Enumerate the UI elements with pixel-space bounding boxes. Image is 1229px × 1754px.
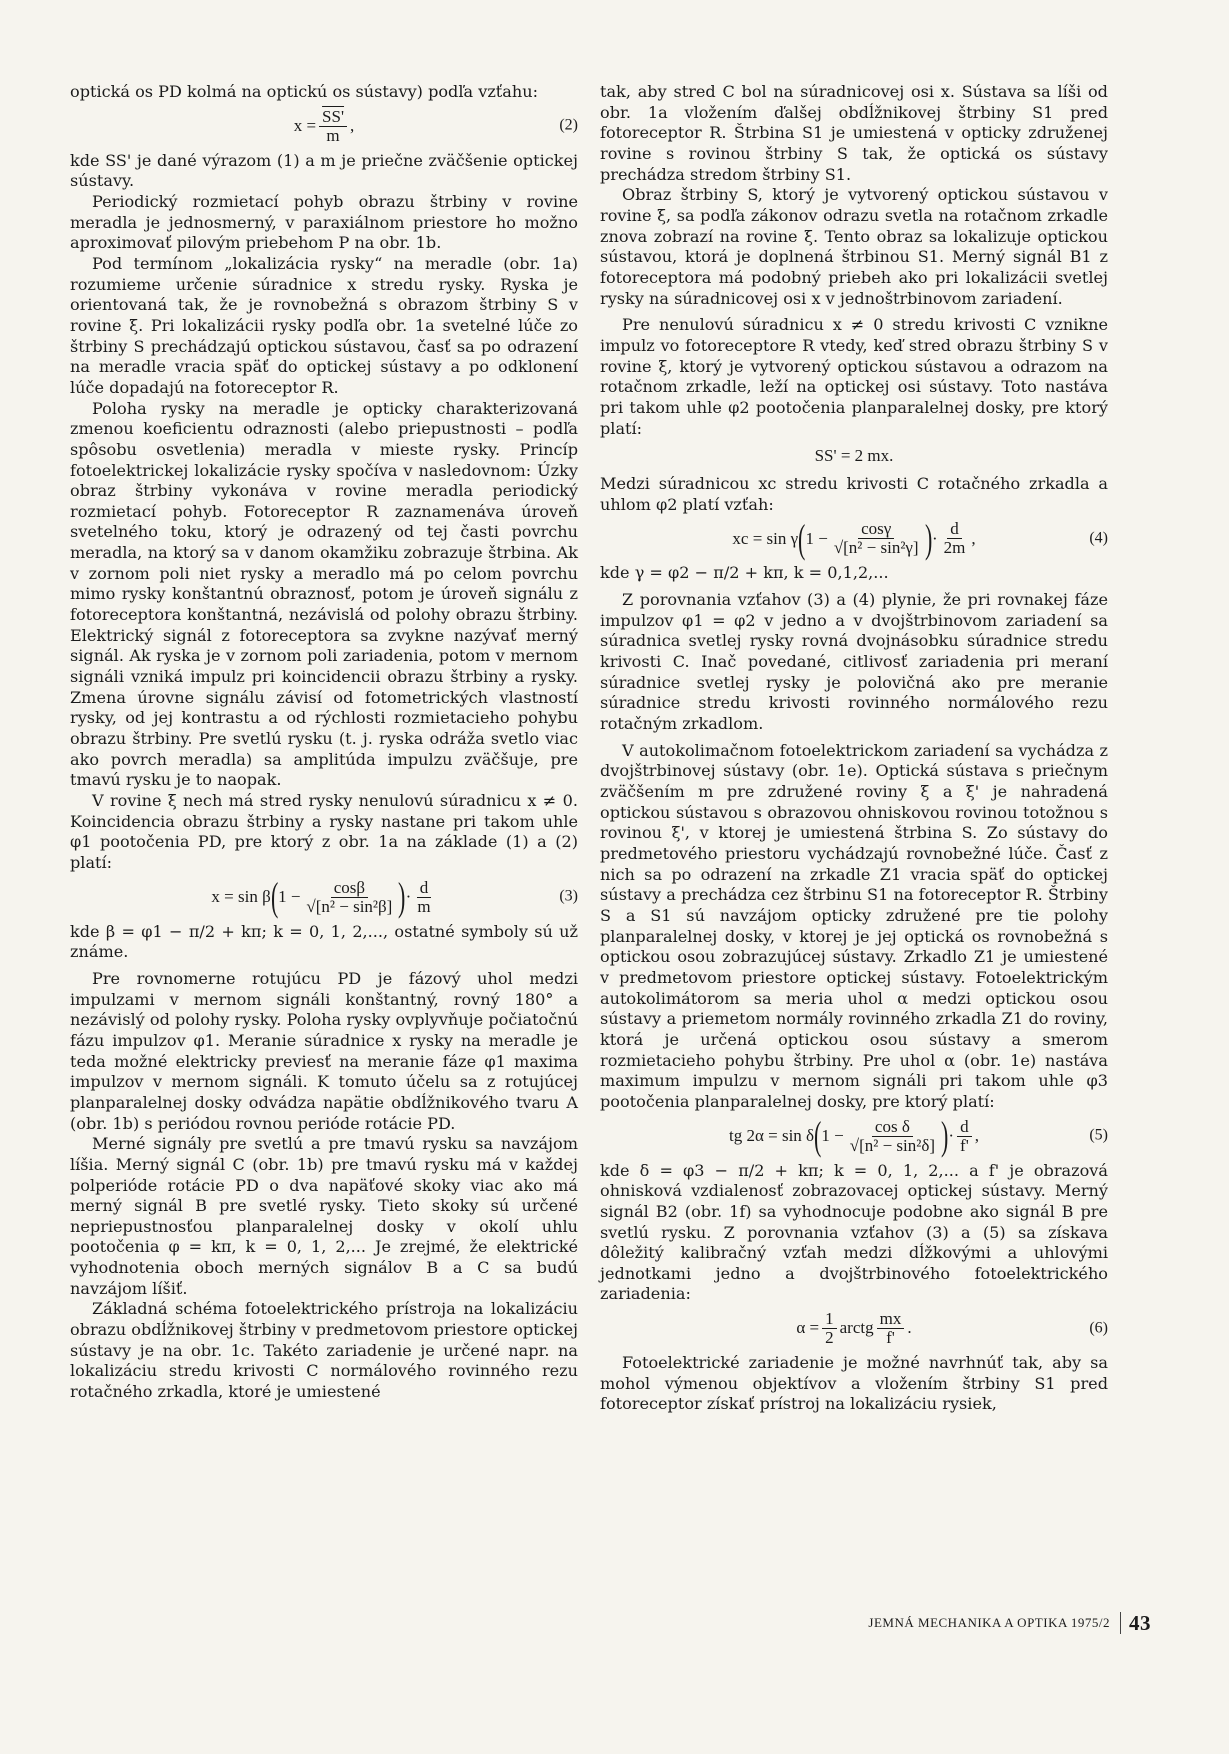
equation-lhs: xc = sin γ <box>732 528 799 548</box>
fraction <box>941 520 969 557</box>
equation-number: (4) <box>1089 529 1108 547</box>
paragraph: Fotoelektrické zariadenie je možné navrhnúť tak, aby sa mohol výmenou objektívov a vložením štrbiny S1 pred fotoreceptor získať prístroj na lokalizáciu rysiek, <box>600 1353 1108 1414</box>
paragraph: Poloha rysky na meradle je opticky charakterizovaná zmenou koeficientu odraznosti (alebo priepustnosti – podľa spôsobu osvetlenia) meradla v mieste rysky. Princíp fotoelektrickej lokalizácie rysky spočíva v nasledovnom: Úzky obraz štrbiny vykonáva v rovine meradla periodický rozmietací pohyb. Fotoreceptor R zaznamenáva úroveň svetelného toku, ktorý je odrazený od tej časti povrchu meradla, na ktorý sa v danom okamžiku zobrazuje štrbina. Ak v zornom poli niet rysky a meradlo má po celom povrchu mimo rysky konštantnú obraznosť, potom je úroveň signálu z fotoreceptora konštantná, nezávislá od polohy obrazu štrbiny. Elektrický signál z fotoreceptora sa zvykne nazývať merný signál. Ak ryska je v zornom poli zariadenia, potom v mernom signáli vzniká impulz pri koincidencii obrazu štrbiny a rysky. Zmena úrovne signálu závisí od fotometrických vlastností rysky, od jej kontrastu a od rýchlosti rozmietacieho pohybu obrazu štrbiny. Pre svetlú rysku (t. j. ryska odráža svetlo viac ako povrch meradla) sa amplitúda impulzu zväčšuje, pre tmavú rysku je to naopak. <box>70 398 578 790</box>
denominator: m <box>326 125 340 145</box>
denominator: √[n² − sin²β] <box>306 896 393 916</box>
fraction <box>822 1310 837 1347</box>
fraction <box>319 108 347 145</box>
equation-ss <box>600 444 1108 468</box>
equation-5 <box>600 1113 1108 1159</box>
left-paren: ( <box>270 874 279 920</box>
equation-lhs: α = <box>796 1318 820 1338</box>
right-column <box>600 82 1108 1415</box>
paragraph: Periodický rozmietací pohyb obrazu štrbiny v rovine meradla je jednosmerný, v paraxiálnom priestore ho možno aproximovať pilovým priebehom P na obr. 1b. <box>70 191 578 253</box>
paragraph: Obraz štrbiny S, ktorý je vytvorený optickou sústavou v rovine ξ, sa podľa zákonov odrazu svetla na rotačnom zrkadle znova zobrazí na rovine ξ. Tento obraz sa lokalizuje optickou sústavou, ktorá je doplnená štrbinou S1. Merný signál B1 z fotoreceptora má podobný priebeh ako pri lokalizácii svetlej rysky na súradnicovej osi x v jednoštrbinovom zariadení. <box>600 185 1108 308</box>
equation-lhs: x = <box>293 115 317 135</box>
paragraph: Pod termínom „lokalizácia rysky“ na meradle (obr. 1a) rozumieme určenie súradnice x stredu rysky. Ryska je orientovaná tak, že je rovnobežná s obrazom štrbiny S v rovine ξ. Pri lokalizácii rysky podľa obr. 1a svetelné lúče zo štrbiny S prechádzajú optickou sústavou, časť sa po odrazení na meradle vracia späť do optickej sústavy a po odklonení lúče dopadajú na fotoreceptor R. <box>70 253 578 397</box>
right-paren: ) <box>941 1113 949 1159</box>
paragraph: tak, aby stred C bol na súradnicovej osi x. Sústava sa líši od obr. 1a vložením ďalšej obdĺžnikovej štrbiny S1 pred fotoreceptor R. Štrbina S1 je umiestená v opticky združenej rovine s rovinou štrbiny S tak, že optická os sústavy prechádza stredom štrbiny S1. <box>600 82 1108 184</box>
denominator: √[n² − sin²δ] <box>849 1135 936 1155</box>
denominator: m <box>417 896 431 916</box>
equation-trail: , <box>974 1125 980 1145</box>
equation-number: (3) <box>559 887 578 905</box>
equation-6 <box>600 1310 1108 1347</box>
equation-lhs: tg 2α = sin δ <box>728 1125 815 1145</box>
equation-lhs: x = sin β <box>211 886 271 906</box>
numerator: d <box>417 879 432 898</box>
paragraph: kde SS' je dané výrazom (1) a m je priečne zväčšenie optickej sústavy. <box>70 150 578 191</box>
numerator: 1 <box>822 1310 837 1329</box>
paragraph: kde β = φ1 − π/2 + kπ; k = 0, 1, 2,..., ostatné symboly sú už známe. <box>70 921 578 962</box>
equation-2 <box>70 108 578 145</box>
paragraph: kde δ = φ3 − π/2 + kπ; k = 0, 1, 2,... a f' je obrazová ohnisková vzdialenosť zobrazovacej optickej sústavy. Merný signál B2 (obr. 1f) sa vyhodnocuje podobne ako signál B pre svetlú rysku. Z porovnania vzťahov (3) a (5) sa získava dôležitý kalibračný vzťah medzi dĺžkovými a uhlovými jednotkami jedno a dvojštrbinového fotoelektrického zariadenia: <box>600 1160 1108 1304</box>
right-paren: ) <box>924 515 932 561</box>
numerator: cosγ <box>858 520 894 539</box>
numerator: d <box>957 1118 972 1137</box>
paragraph: optická os PD kolmá na optickú os sústavy) podľa vzťahu: <box>70 82 539 101</box>
paragraph: V rovine ξ nech má stred rysky nenulovú súradnicu x ≠ 0. Koincidencia obrazu štrbiny a rysky nastane pri takom uhle φ1 pootočenia PD, pre ktorý z obr. 1a na základe (1) a (2) platí: <box>70 791 578 872</box>
paragraph: Medzi súradnicou xc stredu krivosti C rotačného zrkadla a uhlom φ2 platí vzťah: <box>600 474 1108 514</box>
denominator: √[n² − sin²γ] <box>833 538 919 558</box>
fraction <box>831 520 922 557</box>
left-paren: ( <box>814 1113 822 1159</box>
right-paren: ) <box>398 874 406 920</box>
equation-number: (5) <box>1089 1126 1108 1144</box>
fraction <box>847 1118 938 1155</box>
paragraph: Z porovnania vzťahov (3) a (4) plynie, že pri rovnakej fáze impulzov φ1 = φ2 v jedno a v dvojštrbinovom zariadení sa súradnica svetlej rysky rovná dvojnásobku súradnice stredu krivosti C. Inač povedané, citlivosť zariadenia pri meraní súradnice svetlej rysky je polovičná ako pre meranie súradnice stredu krivosti rovinného normálového rezu rotačným zrkadlom. <box>600 590 1108 734</box>
equation-mid: arctg <box>839 1318 874 1338</box>
equation-number: (2) <box>559 116 578 134</box>
numerator: cosβ <box>331 879 368 898</box>
fraction <box>414 879 433 916</box>
denominator: f' <box>886 1328 895 1348</box>
paragraph: V autokolimačnom fotoelektrickom zariadení sa vychádza z dvojštrbinovej sústavy (obr. 1e). Optická sústava s priečnym zväčšením m pre združené roviny ξ a ξ' je nahradená optickou sústavou s obrazovou ohniskovou rovinou totožnou s rovinou ξ', v ktorej je umiestená štrbina S. Zo sústavy do predmetového priestoru vychádzajú rovnobežné lúče. Časť z nich sa po odrazení na zrkadle Z1 vracia späť do optickej sústavy a prechádza cez štrbinu S1 na fotoreceptor R. Štrbiny S a S1 sú navzájom opticky združené pre tie polohy planparalelnej dosky, v ktorej je jej optická os rovnobežná s optickou osou zobrazujúcej sústavy. Zrkadlo Z1 je umiestené v predmetovom priestore optickej sústavy. Fotoelektrickým autokolimátorom sa meria uhol α medzi optickou osou sústavy a priemetom normály rovinného zrkadla Z1 do roviny, ktorá je určená optickou osou sústavy a smerom rozmietacieho pohybu štrbiny. Pre uhol α (obr. 1e) nastáva maximum impulzu v mernom signáli pri takom uhle φ3 pootočenia planparalelnej dosky, pre ktorý platí: <box>600 740 1108 1111</box>
denominator: f' <box>960 1135 969 1155</box>
fraction <box>303 879 395 916</box>
equation-one: 1 − <box>821 1125 844 1145</box>
page-footer <box>868 1612 1151 1634</box>
numerator: mx <box>877 1310 905 1329</box>
dot-operator: · <box>931 528 938 548</box>
equation-trail: , <box>971 528 976 548</box>
paragraph: Pre nenulovú súradnicu x ≠ 0 stredu krivosti C vznikne impulz vo fotoreceptore R vtedy, keď stred obrazu štrbiny S v rovine ξ, ktorý je vytvorený optickou sústavou a odrazom na rotačnom zrkadle, leží na optickej osi sústavy. Toto nastáva pri takom uhle φ2 pootočenia planparalelnej dosky, pre ktorý platí: <box>600 315 1108 438</box>
page-number: 43 <box>1120 1612 1151 1634</box>
paragraph: Merné signály pre svetlú a pre tmavú rysku sa navzájom líšia. Merný signál C (obr. 1b) pre tmavú rysku má v každej polperióde rotácie PD o dva napäťové skoky viac ako má merný signál B pre svetlé rysky. Tieto skoky sú určené nepriepustnosťou planparalelnej dosky v okolí uhlu pootočenia φ = kπ, k = 0, 1, 2,... Je zrejmé, že elektrické vyhodnotenia oboch merných signálov B a C sa budú navzájom líšiť. <box>70 1134 578 1298</box>
fraction <box>877 1310 905 1347</box>
paragraph: Pre rovnomerne rotujúcu PD je fázový uhol medzi impulzami v mernom signáli konštantný, rovný 180° a nezávislý od polohy rysky. Poloha rysky ovplyvňuje počiatočnú fázu impulzov φ1. Meranie súradnice x rysky na meradle je teda možné elektricky previesť na meranie fáze φ1 maxima impulzov v mernom signáli. K tomuto účelu sa z rotujúcej planparalelnej dosky odvádza napätie obdĺžnikového tvaru A (obr. 1b) s periódou rovnou perióde rotácie PD. <box>70 968 578 1133</box>
equation-trail: , <box>350 115 355 135</box>
equation-number: (6) <box>1089 1319 1108 1337</box>
left-paren: ( <box>798 515 806 561</box>
equation-one: 1 − <box>805 528 828 548</box>
equation-4 <box>600 515 1108 561</box>
fraction <box>957 1118 972 1155</box>
equation-one: 1 − <box>278 886 301 906</box>
paragraph: kde γ = φ2 − π/2 + kπ, k = 0,1,2,... <box>600 563 889 583</box>
numerator: SS' <box>319 108 347 127</box>
numerator: d <box>947 520 962 539</box>
equation-text: SS' = 2 mx. <box>814 445 894 465</box>
left-column <box>70 82 578 1403</box>
journal-title: JEMNÁ MECHANIKA A OPTIKA 1975/2 <box>868 1615 1110 1630</box>
equation-3 <box>70 874 578 920</box>
paragraph: Základná schéma fotoelektrického prístroja na lokalizáciu obrazu obdĺžnikovej štrbiny v predmetovom priestore optickej sústavy je na obr. 1c. Takéto zariadenie je určené napr. na lokalizáciu stredu krivosti C normálového rovinného rezu rotačného zrkadla, ktoré je umiestené <box>70 1299 578 1402</box>
dot-operator: · <box>948 1125 955 1145</box>
denominator: 2 <box>825 1328 834 1348</box>
equation-trail: . <box>907 1318 912 1338</box>
denominator: 2m <box>943 538 966 558</box>
numerator: cos δ <box>872 1118 913 1137</box>
dot-operator: · <box>405 886 412 906</box>
